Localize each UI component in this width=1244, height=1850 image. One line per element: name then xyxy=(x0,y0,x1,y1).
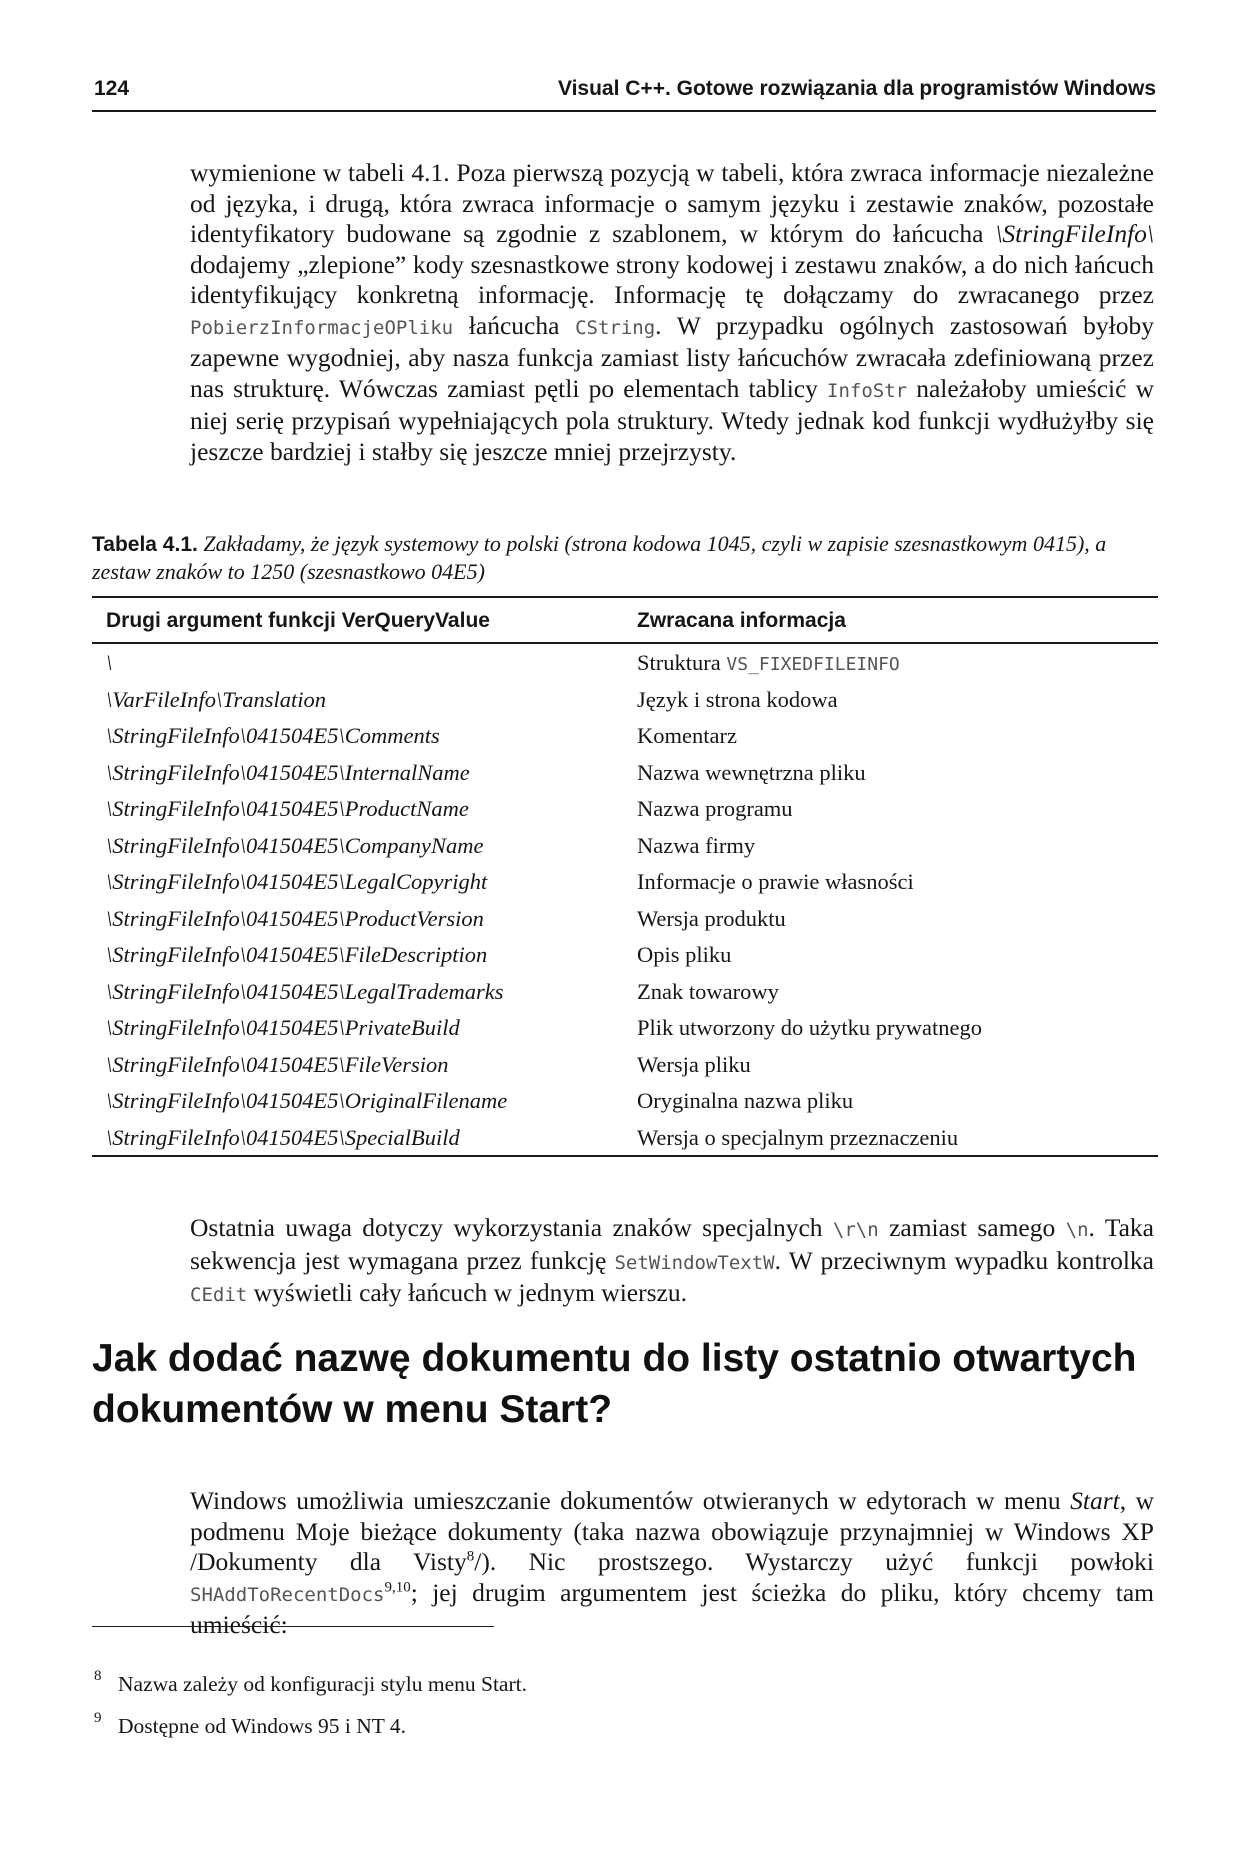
paragraph-special-chars xyxy=(190,1213,1154,1311)
table-row xyxy=(92,681,1158,718)
text-run: łańcucha xyxy=(453,310,576,340)
table-row xyxy=(92,863,1158,900)
table-row xyxy=(92,936,1158,973)
footnote-text: Nazwa zależy od konfiguracji stylu menu Start. xyxy=(118,1672,527,1696)
code-run: InfoStr xyxy=(827,379,908,402)
footnote-mark: 9 xyxy=(94,1710,102,1726)
cell-argument: \StringFileInfo\041504E5\FileVersion xyxy=(106,1051,449,1077)
cell-info-text: Wersja pliku xyxy=(637,1051,751,1077)
column-header-argument: Drugi argument funkcji VerQueryValue xyxy=(106,609,490,632)
footnote-ref: 8 xyxy=(466,1548,475,1565)
code-run: SetWindowTextW xyxy=(614,1251,775,1274)
cell-info-text: Komentarz xyxy=(637,723,737,748)
text-run: . W przypadku ogólnych zastosowań byłoby zapewne wygodniej, aby nasza funkcja zamiast listy łańcuchów zwracała zdefiniowaną przez nas strukturę. Wówczas zamiast pętli po elementach tablicy xyxy=(190,310,1154,403)
table-row xyxy=(92,754,1158,791)
table-header xyxy=(92,598,1158,644)
text-run: wymienione w tabeli 4.1. Poza pierwszą pozycją w tabeli, która zwraca informacje niezależne od języka, i drugą, która zwraca informacje o samym języku i zestawie znaków, pozostałe identyfikatory budowane są zgodnie z szablonem, w którym do łańcucha xyxy=(190,158,1154,248)
cell-info xyxy=(637,1088,853,1114)
cell-info xyxy=(637,906,786,932)
book-title: Visual C++. Gotowe rozwiązania dla programistów Windows xyxy=(557,77,1156,100)
cell-argument: \StringFileInfo\041504E5\PrivateBuild xyxy=(106,1015,460,1040)
footnote-text: Dostępne od Windows 95 i NT 4. xyxy=(118,1714,406,1738)
table-row xyxy=(92,644,1158,681)
column-header-info: Zwracana informacja xyxy=(637,609,846,632)
cell-argument: \StringFileInfo\041504E5\SpecialBuild xyxy=(106,1124,460,1150)
cell-info xyxy=(637,869,914,895)
cell-info-text: Struktura xyxy=(637,650,727,675)
text-run: . Taka sekwencja jest wymagana przez funkcję xyxy=(190,1213,1154,1275)
cell-info-text: Znak towarowy xyxy=(637,978,779,1004)
text-run: Windows umożliwia umieszczanie dokumentów otwieranych w edytorach w menu xyxy=(190,1486,1071,1515)
table-row xyxy=(92,973,1158,1010)
cell-info-text: Opis pliku xyxy=(637,942,732,967)
cell-info xyxy=(637,942,731,968)
cell-info xyxy=(637,687,838,713)
cell-argument: \ xyxy=(106,650,113,675)
code-run: CString xyxy=(575,316,656,339)
table-row xyxy=(92,790,1158,827)
text-run: ; jej drugim argumentem jest ścieżka do pliku, który chcemy tam umieścić: xyxy=(190,1577,1154,1639)
code-run: \r\n xyxy=(832,1219,879,1241)
cell-info-text: Nazwa firmy xyxy=(637,832,756,858)
cell-argument: \StringFileInfo\041504E5\LegalCopyright xyxy=(106,869,488,894)
paragraph-intro xyxy=(190,158,1154,467)
text-run: zamiast samego xyxy=(878,1213,1066,1242)
cell-info-text: Język i strona kodowa xyxy=(637,686,838,712)
footnote-8 xyxy=(92,1668,1156,1697)
code-run: CEdit xyxy=(190,1284,248,1306)
text-run: Ostatnia uwaga dotyczy wykorzystania znaków specjalnych xyxy=(190,1213,833,1242)
cell-argument: \StringFileInfo\041504E5\FileDescription xyxy=(106,942,488,967)
cell-info-text: Plik utworzony do użytku prywatnego xyxy=(637,1015,982,1040)
text-run: wyświetli cały łańcuch w jednym wierszu. xyxy=(247,1278,687,1307)
cell-argument: \StringFileInfo\041504E5\Comments xyxy=(106,723,440,748)
table-row xyxy=(92,827,1158,864)
code-run: SHAddToRecentDocs xyxy=(190,1583,385,1606)
italic-run: \StringFileInfo\ xyxy=(995,219,1154,248)
cell-info xyxy=(637,833,755,859)
cell-info-text: Informacje o prawie własności xyxy=(637,869,914,894)
table-row xyxy=(92,1119,1158,1156)
table-row xyxy=(92,717,1158,754)
running-head xyxy=(92,74,1156,112)
italic-run: Start xyxy=(1070,1486,1120,1515)
verqueryvalue-table xyxy=(92,596,1158,1157)
text-run: , w podmenu Moje bieżące dokumenty (taka nazwa obowiązuje przynajmniej w Windows XP /Dokumenty dla Visty xyxy=(190,1486,1154,1576)
cell-argument: \StringFileInfo\041504E5\OriginalFilename xyxy=(106,1088,508,1113)
page-number: 124 xyxy=(94,77,130,100)
table-caption xyxy=(92,530,1156,585)
cell-info-text: Wersja produktu xyxy=(637,905,786,931)
table-row xyxy=(92,900,1158,937)
cell-info-text: Oryginalna nazwa pliku xyxy=(637,1088,854,1113)
cell-info-code: VS_FIXEDFILEINFO xyxy=(726,654,900,675)
cell-info xyxy=(637,1125,958,1151)
table-row xyxy=(92,1009,1158,1046)
cell-info-text: Wersja o specjalnym przeznaczeniu xyxy=(637,1124,959,1150)
cell-argument: \StringFileInfo\041504E5\InternalName xyxy=(106,759,470,785)
code-run: PobierzInformacjeOPliku xyxy=(190,316,454,339)
footnote-ref: 9,10 xyxy=(384,1579,411,1595)
table-body xyxy=(92,644,1158,1155)
footnote-divider xyxy=(92,1626,494,1627)
text-run: należałoby umieścić w niej serię przypisań wypełniających pola struktury. Wtedy jednak kod funkcji wydłużyłby się jeszcze bardziej i stałby się jeszcze mniej przejrzysty. xyxy=(190,373,1154,466)
cell-info xyxy=(637,650,900,676)
cell-argument: \StringFileInfo\041504E5\LegalTrademarks xyxy=(106,978,504,1004)
text-run: . W przeciwnym wypadku kontrolka xyxy=(774,1245,1154,1275)
table-row xyxy=(92,1046,1158,1083)
footnote-9 xyxy=(92,1710,1156,1739)
cell-info xyxy=(637,1015,982,1041)
table-row xyxy=(92,1082,1158,1119)
paragraph-recent-docs xyxy=(190,1486,1154,1641)
section-heading: Jak dodać nazwę dokumentu do listy ostatnio otwartych dokumentów w menu Start? xyxy=(92,1337,1137,1431)
caption-label: Tabela 4.1. xyxy=(92,533,198,556)
footnote-mark: 8 xyxy=(94,1668,102,1684)
code-run: \n xyxy=(1065,1219,1089,1241)
cell-info xyxy=(637,979,779,1005)
cell-argument: \VarFileInfo\Translation xyxy=(106,686,327,712)
cell-argument: \StringFileInfo\041504E5\CompanyName xyxy=(106,832,484,858)
cell-info xyxy=(637,796,793,822)
caption-text: Zakładamy, że język systemowy to polski (strona kodowa 1045, czyli w zapisie szesnastkowym 0415), a zestaw znaków to 1250 (szesnastkowo 04E5) xyxy=(92,531,1107,584)
cell-info xyxy=(637,1052,751,1078)
cell-info-text: Nazwa programu xyxy=(637,796,793,821)
cell-info xyxy=(637,723,737,749)
text-run: /). Nic prostszego. Wystarczy użyć funkcji powłoki xyxy=(474,1547,1154,1576)
cell-argument: \StringFileInfo\041504E5\ProductName xyxy=(106,796,469,821)
text-run: dodajemy „zlepione” kody szesnastkowe strony kodowej i zestawu znaków, a do nich łańcuch identyfikujący konkretną informację. Informację tę dołączamy do zwracanego przez xyxy=(190,249,1154,309)
cell-info xyxy=(637,760,866,786)
cell-info-text: Nazwa wewnętrzna pliku xyxy=(637,759,866,785)
cell-argument: \StringFileInfo\041504E5\ProductVersion xyxy=(106,905,484,931)
